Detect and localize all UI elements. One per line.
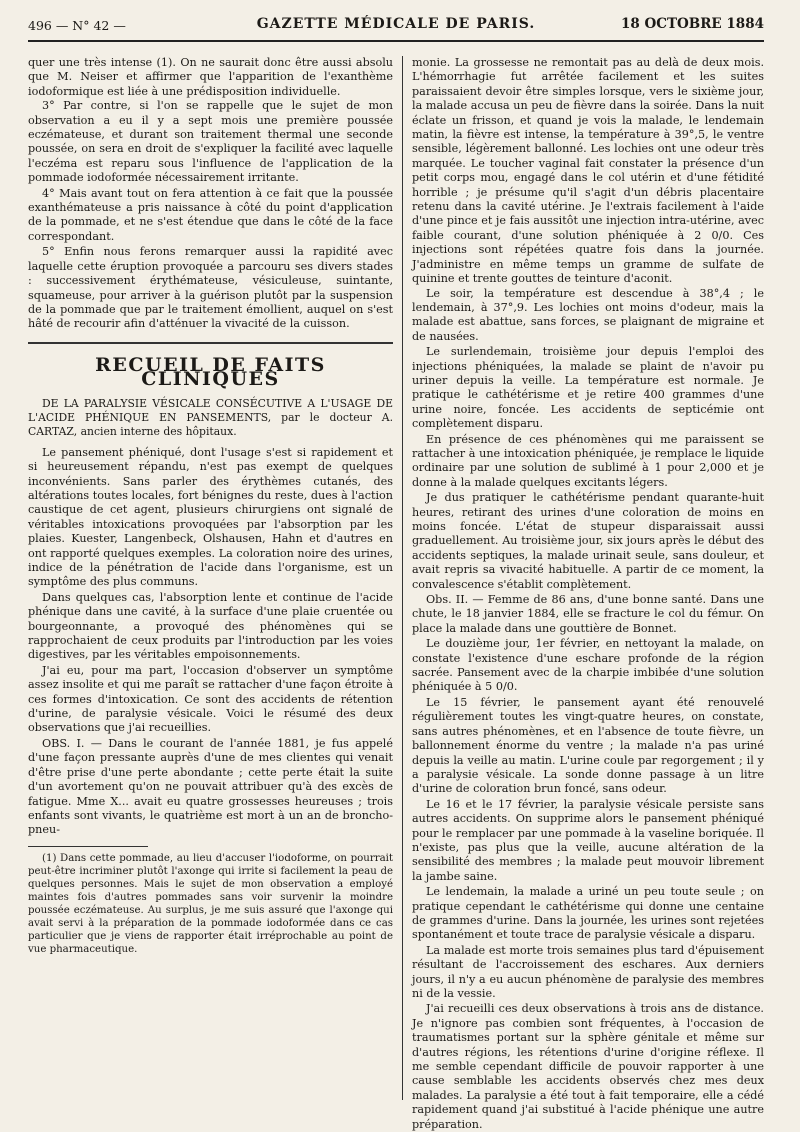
page-number: 496 — N° 42 — xyxy=(28,18,126,33)
paragraph: Je dus pratiquer le cathétérisme pendant quarante-huit heures, retirant des urines d'une coloration de moins en moins foncée. L'état de stupeur disparaissait aussi graduellement. Au troisième jour, six jours après le début des accidents septiques, la malade urinait seule, sans douleur, et avait repris sa vivacité habituelle. A partir de ce moment, la convalescence s'établit complètement. xyxy=(412,491,764,591)
paragraph: Le 16 et le 17 février, la paralysie vésicale persiste sans autres accidents. On supprime alors le pansement phéniqué pour le remplacer par une pommade à la vaseline boriquée. Il n'existe, pas plus que la veille, aucune altération de la sensibilité des membres ; la malade peut mouvoir librement la jambe saine. xyxy=(412,797,764,883)
paragraph: 4° Mais avant tout on fera attention à ce fait que la poussée exanthémateuse a pris naissance à côté du point d'application de la pommade, et ne s'est étendue que dans le côté de la face correspondant. xyxy=(28,186,393,243)
paragraph: quer une très intense (1). On ne saurait donc être aussi absolu que M. Neiser et affirmer que l'apparition de l'exanthème iodoformique est liée à une prédisposition individuelle. xyxy=(28,56,393,98)
paragraph: En présence de ces phénomènes qui me paraissent se rattacher à une intoxication phéniquée, je remplace le liquide ordinaire par une solution de sublimé à 1 pour 2,000 et je donne à la malade quelques excitants légers. xyxy=(412,432,764,489)
footnote: (1) Dans cette pommade, au lieu d'accuser l'iodoforme, on pourrait peut-être incriminer plutôt l'axonge qui irrite si facilement la peau de quelques personnes. Mais le sujet de mon observation a employé maintes fois d'autres pommades sans voir survenir la moindre poussée eczémateuse. Au surplus, je me suis assuré que l'axonge qui avait servi à la préparation de la pommade iodoformée dans ce cas particulier que je viens de rapporter était irréprochable au point de vue pharmaceutique. xyxy=(28,852,393,955)
observation-paragraph: Obs. II. — Femme de 86 ans, d'une bonne santé. Dans une chute, le 18 janvier 1884, elle se fracture le col du fémur. On place la malade dans une gouttière de Bonnet. xyxy=(412,593,764,635)
section-title: RECUEIL DE FAITS CLINIQUES xyxy=(95,353,326,391)
paragraph: 3° Par contre, si l'on se rappelle que le sujet de mon observation a eu il y a sept mois une première poussée eczémateuse, et durant son traitement thermal une seconde poussée, on sera en droit de s'expliquer la facilité avec laquelle l'eczéma est reparu sous l'influence de l'application de la pommade iodoformée nécessairement irritante. xyxy=(28,99,393,185)
paragraph: 5° Enfin nous ferons remarquer aussi la rapidité avec laquelle cette éruption provoquée a parcouru ses divers stades : successivement érythémateuse, vésiculeuse, suintante, squameuse, pour arriver à la guérison plutôt par la suspension de la pommade que par le traitement émollient, auquel on s'est hâté de recourir afin d'atténuer la vivacité de la cuisson. xyxy=(28,245,393,331)
footnote-rule xyxy=(28,846,148,847)
paragraph: La malade est morte trois semaines plus tard d'épuisement résultant de l'accroissement des eschares. Aux derniers jours, il n'y a eu aucun phénomène de paralysie des membres ni de la vessie. xyxy=(412,943,764,1000)
observation-paragraph: OBS. I. — Dans le courant de l'année 1881, je fus appelé d'une façon pressante auprès d'une de mes clientes qui venait d'être prise d'une perte abondante ; cette perte était la suite d'un avortement qu'on ne pouvait attribuer qu'à des excès de fatigue. Mme X... avait eu quatre grossesses heureuses ; trois enfants sont vivants, le quatrième est mort à un an de broncho-pneu- xyxy=(28,736,393,837)
issue-date: 18 OCTOBRE 1884 xyxy=(621,16,764,32)
section-rule xyxy=(28,342,393,344)
paragraph: J'ai recueilli ces deux observations à trois ans de distance. Je n'ignore pas combien sont fréquentes, à l'occasion de traumatismes portant sur la sphère génitale et même sur d'autres régions, les rétentions d'urine d'origine réflexe. Il me semble cependant difficile de pouvoir rapporter à une cause semblable les accidents observés chez mes deux malades. La paralysie a été tout à fait temporaire, elle a cédé rapidement quand j'ai substitué à l'acide phénique une autre préparation. xyxy=(412,1002,764,1131)
article-title: DE LA PARALYSIE VÉSICALE CONSÉCUTIVE A L'USAGE DE L'ACIDE PHÉNIQUE EN PANSEMENTS, par le docteur A. CARTAZ, ancien interne des hôpitaux. xyxy=(28,396,393,439)
left-column xyxy=(28,56,393,1100)
column-divider xyxy=(402,56,403,1100)
page-header xyxy=(28,14,764,42)
paragraph: Dans quelques cas, l'absorption lente et continue de l'acide phénique dans une cavité, à la surface d'une plaie cruentée ou bourgeonnante, a provoqué des phénomènes qui se rapprochaient de ceux produits par l'introduction par les voies digestives, par les véritables empoisonnements. xyxy=(28,590,393,662)
paragraph: Le surlendemain, troisième jour depuis l'emploi des injections phéniquées, la malade se plaint de n'avoir pu uriner depuis la veille. La température est normale. Je pratique le cathétérisme et je retire 400 grammes d'une urine noire, foncée. Les accidents de septicémie ont complètement disparu. xyxy=(412,345,764,431)
paragraph: Le soir, la température est descendue à 38°,4 ; le lendemain, à 37°,9. Les lochies ont moins d'odeur, mais la malade est abattue, sans forces, se plaignant de migraine et de nausées. xyxy=(412,286,764,343)
paragraph: Le lendemain, la malade a uriné un peu toute seule ; on pratique cependant le cathétérisme qui donne une centaine de grammes d'urine. Dans la journée, les urines sont rejetées spontanément et toute trace de paralysie vésicale a disparu. xyxy=(412,885,764,942)
paragraph: J'ai eu, pour ma part, l'occasion d'observer un symptôme assez insolite et qui me paraît se rattacher d'une façon étroite à ces formes d'intoxication. Ce sont des accidents de rétention d'urine, de paralysie vésicale. Voici le résumé des deux observations que j'ai recueillies. xyxy=(28,663,393,735)
paragraph: Le 15 février, le pansement ayant été renouvelé régulièrement toutes les vingt-quatre heures, on constate, sans autres phénomènes, et en l'absence de toute fièvre, un ballonnement énorme du ventre ; la malade n'a pas uriné depuis la veille au matin. L'urine coule par regorgement ; il y a paralysie vésicale. La sonde donne passage à un litre d'urine de coloration brun foncé, sans odeur. xyxy=(412,695,764,796)
right-column xyxy=(412,56,764,1131)
paragraph: Le pansement phéniqué, dont l'usage s'est si rapidement et si heureusement répandu, n'est pas exempt de quelques inconvénients. Sans parler des érythèmes cutanés, des altérations toutes locales, fort bénignes du reste, dues à l'action caustique de cet agent, plusieurs chirurgiens ont signalé de véritables intoxications provoquées par l'absorption par les plaies. Kuester, Langenbeck, Olshausen, Hahn et d'autres en ont rapporté quelques exemples. La coloration noire des urines, indice de la pénétration de l'acide dans l'organisme, est un symptôme des plus communs. xyxy=(28,445,393,589)
paragraph: monie. La grossesse ne remontait pas au delà de deux mois. L'hémorrhagie fut arrêtée facilement et les suites paraissaient devoir être simples lorsque, vers le sixième jour, la malade accusa un peu de fièvre dans la soirée. Dans la nuit éclate un frisson, et quand je vois la malade, le lendemain matin, la fièvre est intense, la température à 39°,5, le ventre sensible, légèrement ballonné. Les lochies ont une odeur très marquée. Le toucher vaginal fait constater la présence d'un petit corps mou, engagé dans le col utérin et d'une fétidité horrible ; je présume qu'il s'agit d'un débris placentaire retenu dans la cavité utérine. Je l'extrais facilement à l'aide d'une pince et je fais aussitôt une injection intra-utérine, avec faible courant, d'une solution phéniquée à 2 0/0. Ces injections sont répétées quatre fois dans la journée. J'administre en même temps un gramme de sulfate de quinine et trente gouttes de teinture d'aconit. xyxy=(412,56,764,286)
paragraph: Le douzième jour, 1er février, en nettoyant la malade, on constate l'existence d'une eschare profonde de la région sacrée. Pansement avec de la charpie imbibée d'une solution phéniquée à 5 0/0. xyxy=(412,637,764,694)
journal-title: GAZETTE MÉDICALE DE PARIS. xyxy=(256,16,536,32)
